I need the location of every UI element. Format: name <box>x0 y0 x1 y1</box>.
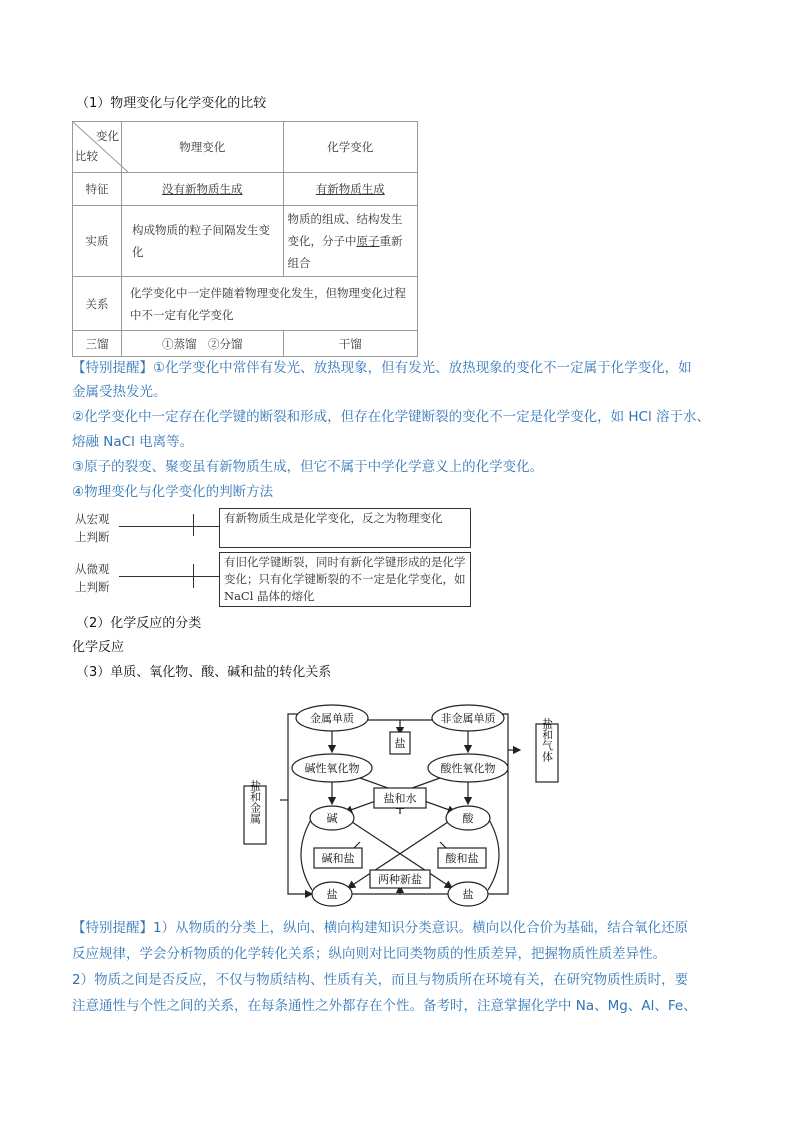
tip2-line-1: 【特别提醒】1）从物质的分类上，纵向、横向构建知识分类意识。横向以化合价为基础，结合氧化还原 <box>72 920 689 936</box>
tip2-line-2: 反应规律，学会分析物质的化学转化关系；纵向则对比同类物质的性质差异，把握物质性质差异性。 <box>72 946 666 962</box>
row-label-distillation: 三馏 <box>73 331 122 357</box>
macro-connector-tick <box>193 514 194 536</box>
loop-right <box>488 818 499 890</box>
label-basic-oxide: 碱性氧化物 <box>304 762 360 775</box>
macro-text-box: 有新物质生成是化学变化，反之为物理变化 <box>219 508 471 548</box>
micro-connector <box>119 576 219 577</box>
corner-top-label: 变化 <box>95 129 119 143</box>
label-base: 碱 <box>326 812 338 825</box>
label-salt-gas: 盐和气体 <box>540 718 554 762</box>
tip1-line-2: 金属受热发光。 <box>72 384 167 400</box>
label-metal: 金属单质 <box>310 712 354 725</box>
micro-connector-tick <box>193 564 194 588</box>
label-acidic-oxide: 酸性氧化物 <box>440 762 496 775</box>
macro-label-2: 上判断 <box>75 530 110 544</box>
tip2-line-4: 注意通性与个性之间的关系，在每条通性之外都存在个性。备考时，注意掌握化学中 Na、Mg、Al、Fe、 <box>72 998 697 1014</box>
micro-judgment <box>73 552 466 608</box>
comparison-table <box>72 121 418 357</box>
loop-left <box>301 818 312 890</box>
tip1-line-3: ②化学变化中一定存在化学键的断裂和形成，但存在化学键断裂的变化不一定是化学变化，如 HCl 溶于水、 <box>72 409 711 425</box>
distillation-chemical: 干馏 <box>283 331 417 357</box>
essence-physical: 构成物质的粒子间隔发生变化 <box>121 206 283 277</box>
relation-text: 化学变化中一定伴随着物理变化发生，但物理变化过程中不一定有化学变化 <box>121 277 417 331</box>
label-acid-salt: 酸和盐 <box>445 852 479 865</box>
micro-text-box: 有旧化学键断裂，同时有新化学键形成的是化学变化；只有化学键断裂的不一定是化学变化，如 NaCl 晶体的熔化 <box>219 552 471 607</box>
tip2-line-3: 2）物质之间是否反应，不仅与物质结构、性质有关，而且与物质所在环境有关，在研究物质性质时，要 <box>72 972 689 988</box>
tip1-line-5: ③原子的裂变、聚变虽有新物质生成，但它不属于中学化学意义上的化学变化。 <box>72 459 544 475</box>
section2-subtitle: 化学反应 <box>72 640 125 655</box>
label-salt-water: 盐和水 <box>383 792 417 805</box>
tip1-line-1: 【特别提醒】①化学变化中常伴有发光、放热现象，但有发光、放热现象的变化不一定属于化学变化，如 <box>72 360 692 376</box>
label-salt-top: 盐 <box>394 737 406 750</box>
label-base-salt: 碱和盐 <box>321 852 355 865</box>
macro-judgment <box>73 508 443 548</box>
essence-chemical: 物质的组成、结构发生变化，分子中原子重新组合 <box>283 206 417 277</box>
section2-title: （2）化学反应的分类 <box>76 616 202 631</box>
label-nonmetal: 非金属单质 <box>440 712 496 725</box>
feature-chemical: 有新物质生成 <box>283 173 417 206</box>
section3-title: （3）单质、氧化物、酸、碱和盐的转化关系 <box>76 665 332 680</box>
tip1-line-4: 熔融 NaCl 电离等。 <box>72 434 194 450</box>
corner-bottom-label: 比较 <box>75 149 98 163</box>
macro-label-1: 从宏观 <box>75 512 110 526</box>
tip1-line-6: ④物理变化与化学变化的判断方法 <box>72 484 274 500</box>
frame-left-line <box>288 714 312 894</box>
label-salt-right: 盐 <box>462 888 474 901</box>
label-two-new-salts: 两种新盐 <box>378 873 422 886</box>
row-label-essence: 实质 <box>73 206 122 277</box>
feature-physical: 没有新物质生成 <box>121 173 283 206</box>
header-physical: 物理变化 <box>121 122 283 173</box>
table-corner-cell <box>73 122 122 173</box>
row-label-relation: 关系 <box>73 277 122 331</box>
conversion-diagram <box>240 690 570 912</box>
row-label-feature: 特征 <box>73 173 122 206</box>
section1-title: （1）物理变化与化学变化的比较 <box>76 96 267 111</box>
label-acid: 酸 <box>462 812 474 825</box>
micro-label-2: 上判断 <box>75 580 110 594</box>
micro-label-1: 从微观 <box>75 562 110 576</box>
distillation-physical: ①蒸馏 ②分馏 <box>121 331 283 357</box>
label-salt-metal: 盐和金属 <box>248 780 262 824</box>
macro-connector <box>119 526 219 527</box>
label-salt-left: 盐 <box>326 888 338 901</box>
header-chemical: 化学变化 <box>283 122 417 173</box>
